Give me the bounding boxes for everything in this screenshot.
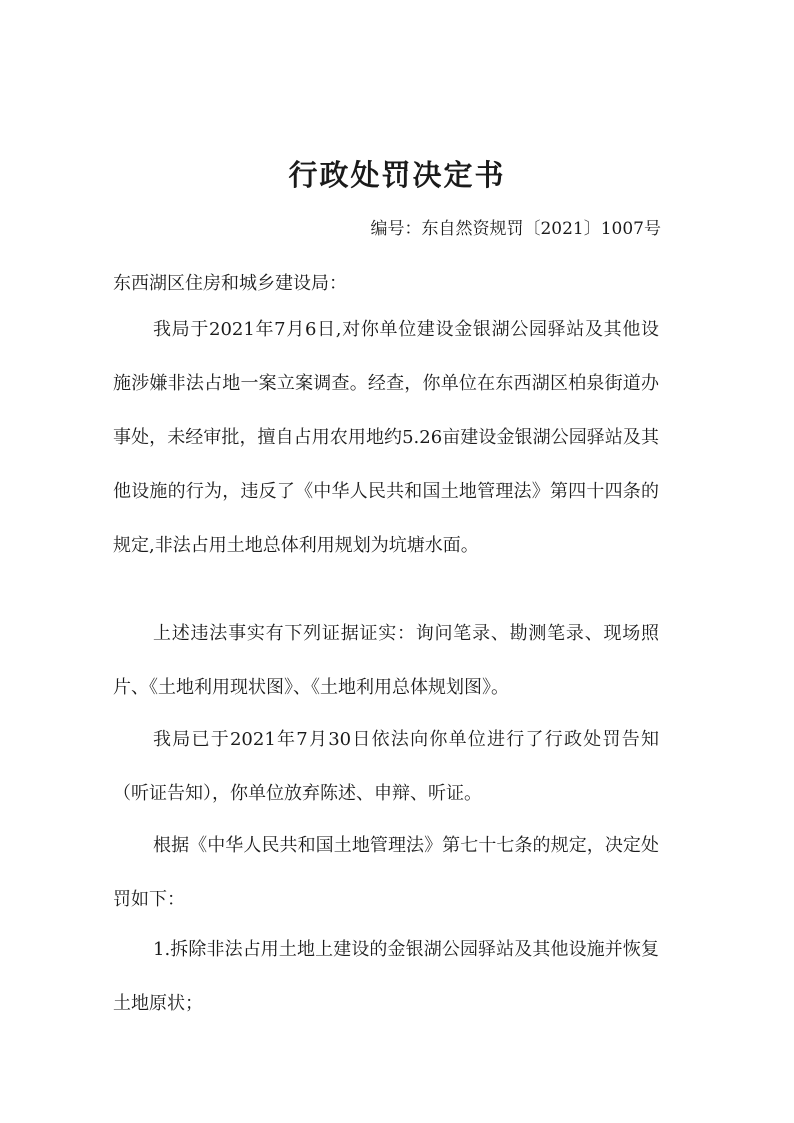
recipient-line: 东西湖区住房和城乡建设局： [113,273,347,294]
paragraph-evidence: 上述违法事实有下列证据证实：询问笔录、勘测笔录、现场照片、《土地利用现状图》、《土地利用总体规划图》。 [113,623,659,698]
document-number: 编号：东自然资规罚〔2021〕1007号 [370,219,661,239]
paragraph-legal-basis: 根据《中华人民共和国土地管理法》第七十七条的规定，决定处罚如下： [113,835,659,910]
paragraph-case-facts: 我局于2021年7月6日,对你单位建设金银湖公园驿站及其他设施涉嫌非法占地一案立案调查。经查，你单位在东西湖区柏泉街道办事处，未经审批，擅自占用农用地约5.26亩建设金银湖公园驿站及其他设施的行为，违反了《中华人民共和国土地管理法》第四十四条的规定,非法占用土地总体利用规划为坑塘水面。 [113,319,659,556]
document-title: 行政处罚决定书 [288,158,506,192]
paragraph-penalty-item-1: 1.拆除非法占用土地上建设的金银湖公园驿站及其他设施并恢复土地原状； [113,939,659,1014]
paragraph-notification: 我局已于2021年7月30日依法向你单位进行了行政处罚告知（听证告知），你单位放弃陈述、申辩、听证。 [113,729,659,804]
